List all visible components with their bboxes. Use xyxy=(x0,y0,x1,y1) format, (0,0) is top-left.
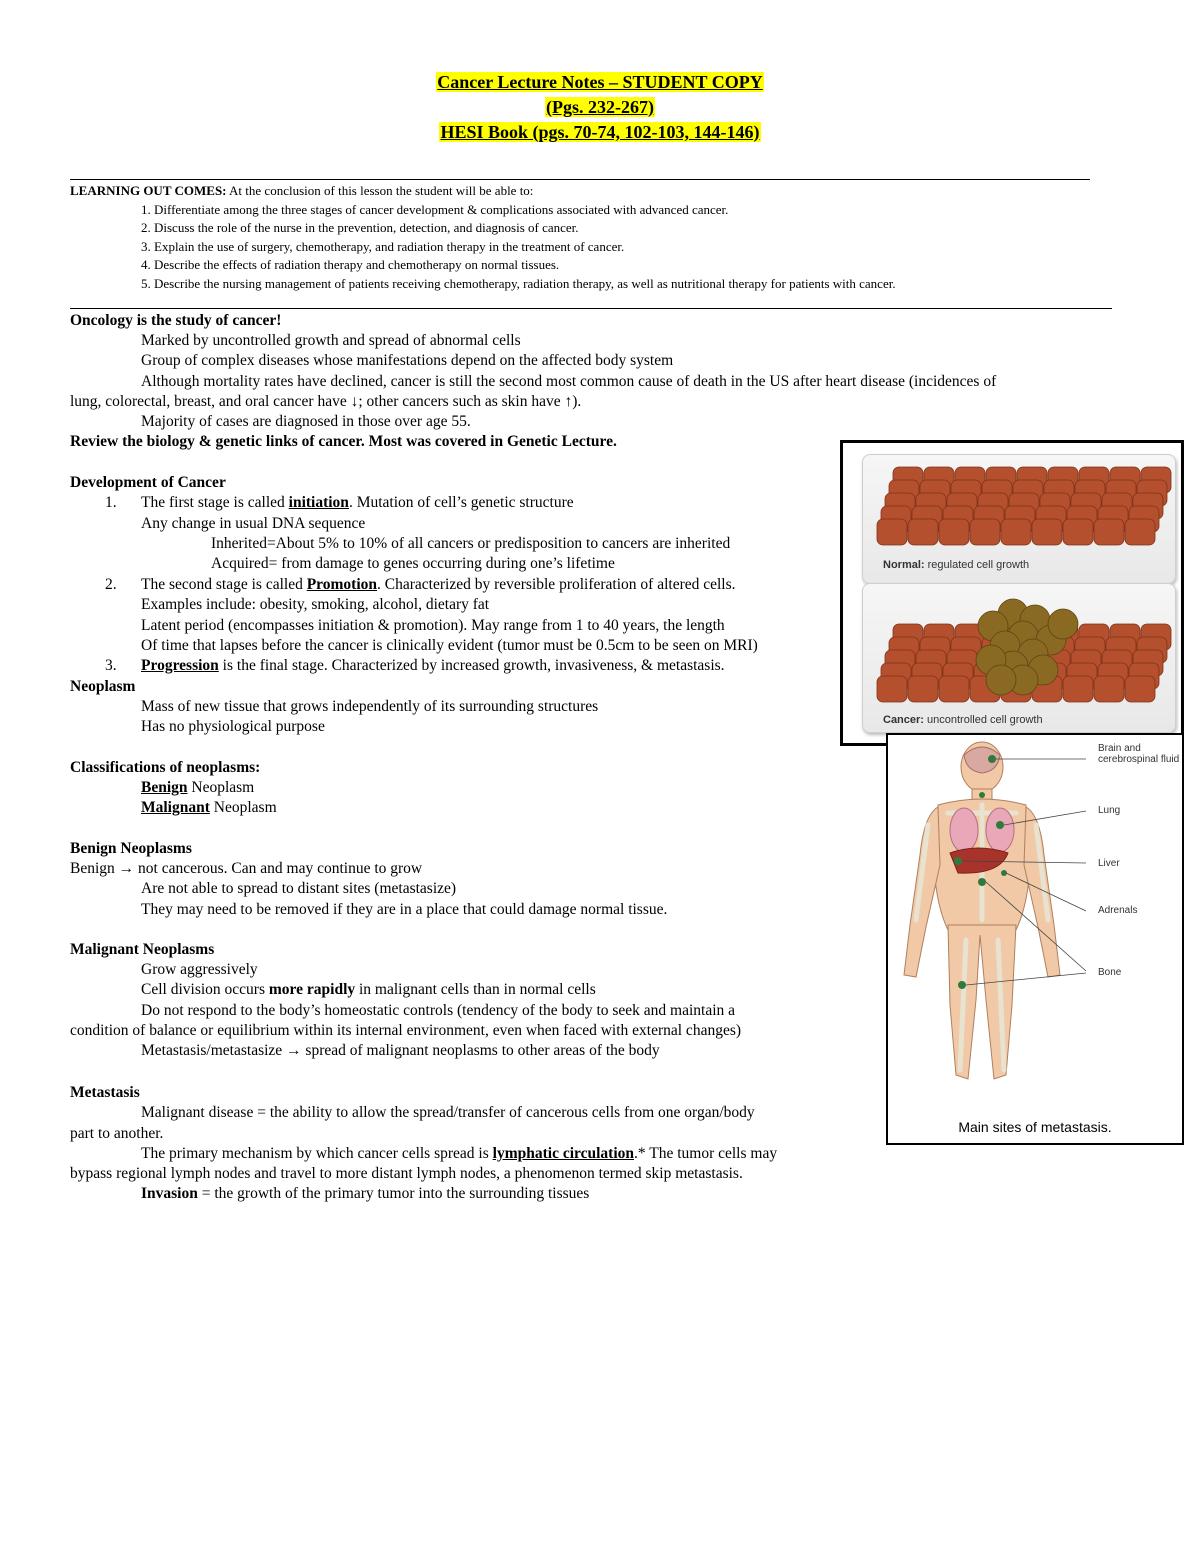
development-heading: Development of Cancer xyxy=(70,474,226,491)
learning-outcomes: LEARNING OUT COMES: At the conclusion of this lesson the student will be able to: 1. Differentiate among the three stages of cancer development & complications associated with advanced cancer. 2. Discuss the role of the nurse in the prevention, detection, and diagnosis of cancer. 3. Explain the use of surgery, chemotherapy, and radiation therapy in the treatment of cancer. 4. Describe the effects of radiation therapy and chemotherapy on normal tissues. 5. Describe the nursing management of patients receiving chemotherapy, radiation therapy, as well as nutritional therapy for patients with cancer. xyxy=(70,183,896,291)
cell xyxy=(908,519,938,545)
malignant-heading: Malignant Neoplasms xyxy=(70,941,215,958)
cell xyxy=(939,676,969,702)
body-diagram xyxy=(888,735,1182,1105)
metastasis-heading: Metastasis xyxy=(70,1084,140,1101)
cancer-cell-panel xyxy=(862,583,1176,733)
cell xyxy=(1125,676,1155,702)
tumor-cell xyxy=(1048,609,1078,639)
cell-growth-figure xyxy=(840,440,1184,746)
doc-title-line2: (Pgs. 232-267) xyxy=(546,97,654,117)
cell xyxy=(1094,519,1124,545)
cell xyxy=(1032,519,1062,545)
neoplasm-heading: Neoplasm xyxy=(70,678,136,695)
stage-promotion: The second stage is called Promotion. Characterized by reversible proliferation of altered cells. xyxy=(141,576,736,593)
figure-caption: Main sites of metastasis. xyxy=(958,1118,1112,1135)
cell xyxy=(1063,676,1093,702)
cell xyxy=(939,519,969,545)
tumor-cell xyxy=(986,665,1016,695)
label-adrenals: Adrenals xyxy=(1098,905,1138,916)
stage-progression: Progression is the final stage. Characterized by increased growth, invasiveness, & metastasis. xyxy=(141,657,725,674)
cell xyxy=(908,676,938,702)
cell xyxy=(1063,519,1093,545)
stage-initiation: The first stage is called initiation. Mutation of cell’s genetic structure xyxy=(141,494,574,511)
cell xyxy=(1094,676,1124,702)
metastasis-sites-figure xyxy=(886,733,1184,1145)
cell xyxy=(877,676,907,702)
divider-top xyxy=(70,179,1090,180)
classifications-heading: Classifications of neoplasms: xyxy=(70,759,261,776)
benign-heading: Benign Neoplasms xyxy=(70,840,192,857)
cell xyxy=(877,519,907,545)
cell xyxy=(1125,519,1155,545)
oncology-heading: Oncology is the study of cancer! xyxy=(70,312,282,329)
doc-title-line1: Cancer Lecture Notes – STUDENT COPY xyxy=(437,72,763,92)
cell xyxy=(1001,519,1031,545)
review-note: Review the biology & genetic links of cancer. Most was covered in Genetic Lecture. xyxy=(70,433,617,450)
label-liver: Liver xyxy=(1098,858,1120,869)
label-brain: Brain and cerebrospinal fluid xyxy=(1098,743,1180,765)
doc-title-line3: HESI Book (pgs. 70-74, 102-103, 144-146) xyxy=(440,122,760,142)
cell xyxy=(970,519,1000,545)
normal-caption: Normal: regulated cell growth xyxy=(883,559,1030,571)
cancer-caption: Cancer: uncontrolled cell growth xyxy=(883,714,1043,726)
normal-cell-panel xyxy=(862,454,1176,584)
divider-bottom xyxy=(70,308,1112,309)
label-lung: Lung xyxy=(1098,805,1121,816)
label-bone: Bone xyxy=(1098,967,1122,978)
